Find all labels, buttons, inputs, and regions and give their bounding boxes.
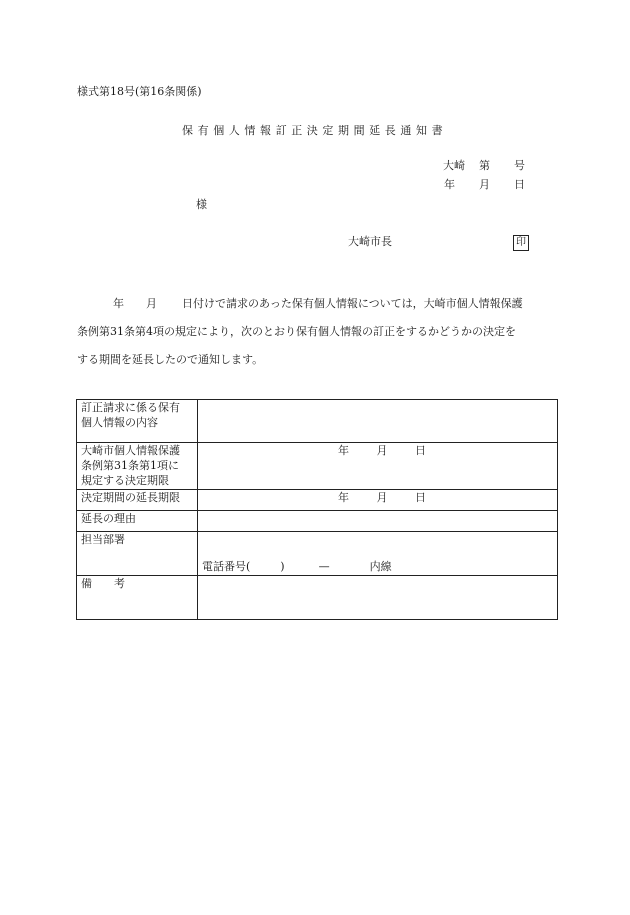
label-line: 大崎市個人情報保護 — [81, 444, 180, 457]
body-line-2: 条例第31条第4項の規定により，次のとおり保有個人情報の訂正をするかどうかの決定を — [77, 325, 516, 338]
issue-date-year: 年 — [444, 178, 455, 191]
label-line: 規定する決定期限 — [81, 474, 169, 487]
detail-table — [76, 399, 558, 620]
sender-name: 大崎市長 — [348, 235, 392, 248]
issue-date-day: 日 — [514, 178, 525, 191]
doc-number-go: 号 — [514, 159, 525, 172]
body-month: 月 — [146, 297, 157, 310]
date-day: 日 — [415, 491, 426, 504]
label-remarks: 備 考 — [77, 576, 198, 620]
extension-label: 内線 — [369, 560, 392, 573]
date-year: 年 — [338, 491, 349, 504]
issue-date-month: 月 — [479, 178, 490, 191]
body-line-3: する期間を延長したので通知します。 — [77, 353, 264, 366]
table-row — [77, 400, 558, 443]
value-decision-deadline — [198, 443, 558, 490]
phone-dash: — — [318, 560, 330, 573]
label-line: 個人情報の内容 — [81, 416, 158, 429]
date-year: 年 — [338, 444, 349, 457]
value-extended-deadline — [198, 490, 558, 511]
label-correction-content — [77, 400, 198, 443]
date-month: 月 — [376, 491, 388, 504]
value-extension-reason — [198, 511, 558, 532]
table-row — [77, 532, 558, 576]
label-decision-deadline — [77, 443, 198, 490]
label-department: 担当部署 — [77, 532, 198, 576]
value-remarks — [198, 576, 558, 620]
label-extension-reason: 延長の理由 — [77, 511, 198, 532]
value-department — [198, 532, 558, 576]
date-day: 日 — [415, 444, 426, 457]
form-number: 様式第18号(第16条関係) — [77, 85, 202, 98]
date-month: 月 — [376, 444, 388, 457]
label-line: 条例第31条第1項に — [81, 459, 179, 472]
table-row — [77, 511, 558, 532]
phone-close: ) — [280, 560, 285, 573]
body-line-1-text: 日付けで請求のあった保有個人情報については，大崎市個人情報保護 — [182, 297, 523, 310]
table-row — [77, 443, 558, 490]
label-line: 訂正請求に係る保有 — [81, 401, 180, 414]
value-correction-content — [198, 400, 558, 443]
table-row — [77, 490, 558, 511]
doc-number-dai: 第 — [479, 159, 490, 172]
doc-number-city: 大崎 — [443, 159, 465, 172]
label-extended-deadline: 決定期間の延長期限 — [77, 490, 198, 511]
phone-label: 電話番号( — [202, 560, 251, 573]
addressee-honorific: 様 — [196, 198, 207, 211]
table-row — [77, 576, 558, 620]
document-title: 保有個人情報訂正決定期間延長通知書 — [182, 124, 448, 137]
seal-mark: 印 — [513, 235, 529, 251]
body-year: 年 — [113, 297, 124, 310]
